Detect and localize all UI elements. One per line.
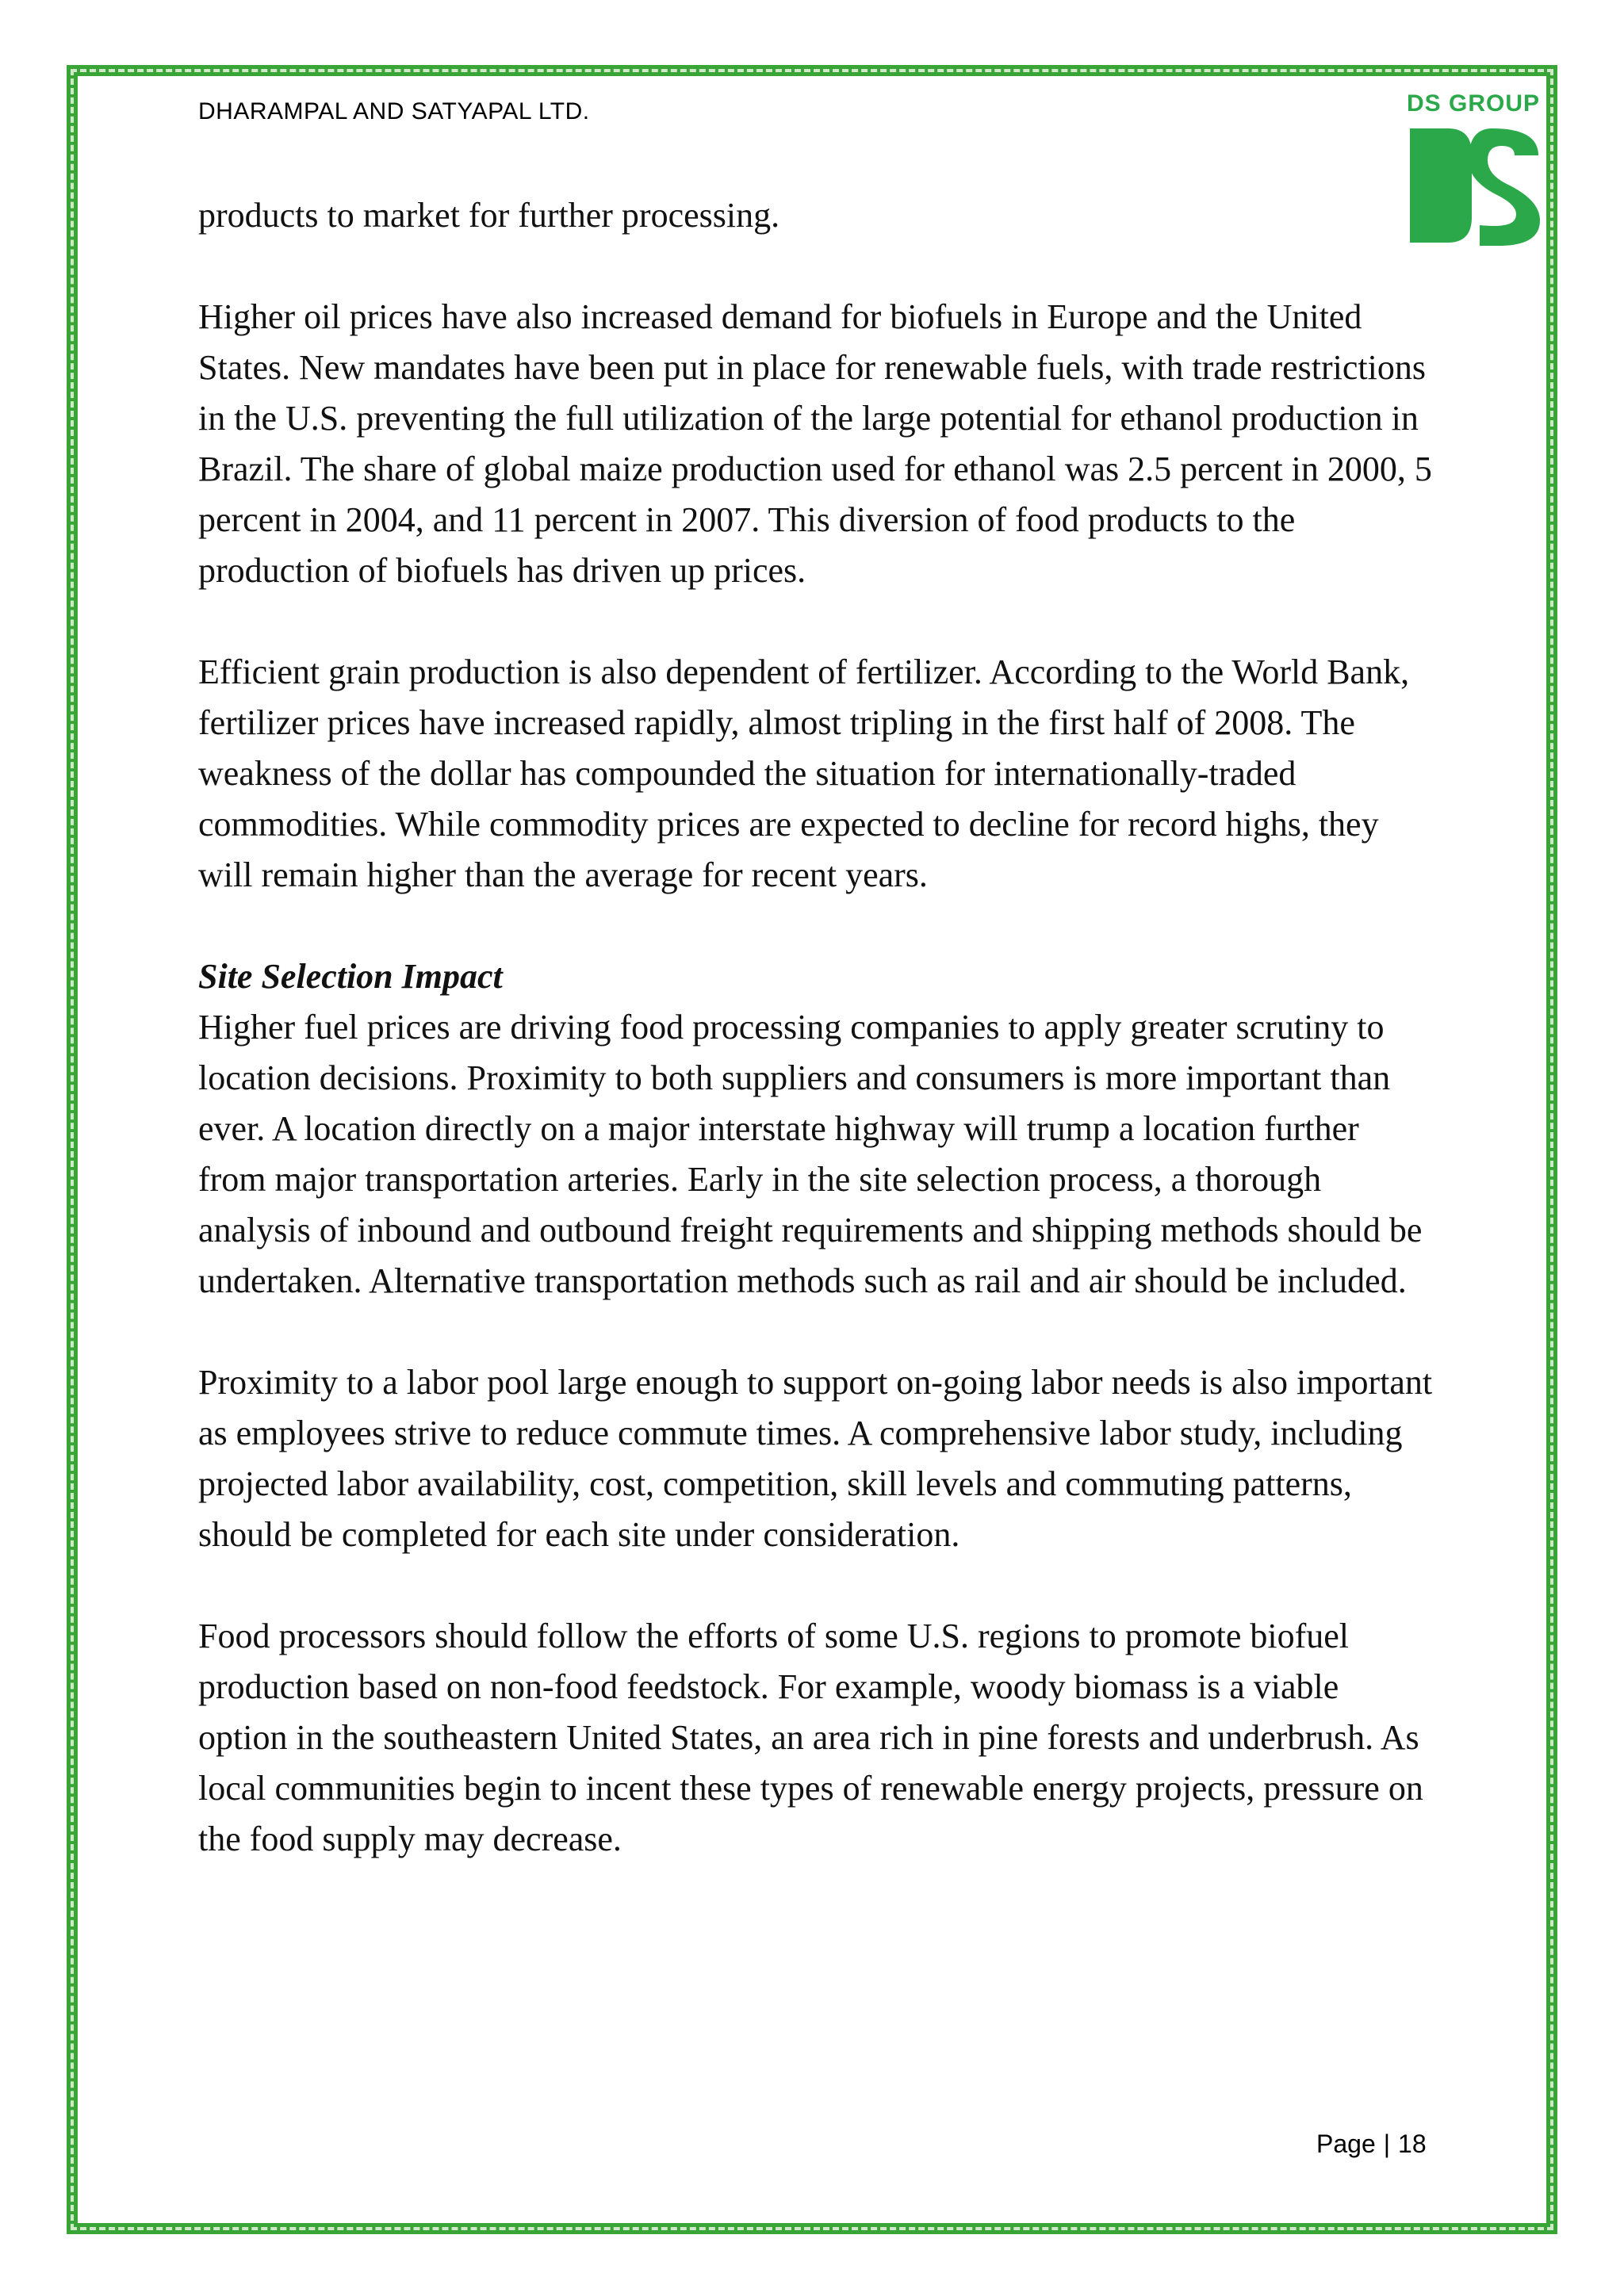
paragraph-fertilizer: Efficient grain production is also dependent of fertilizer. According to the World Bank, fertilizer prices have increased rapidly, almost tripling in the first half of 2008. The weakness of the dollar has compounded the situation for internationally-traded commodities. While commodity prices are expected to decline for record highs, they will remain higher than the average for recent years. [198,652,1410,894]
paragraph-food-processors: Food processors should follow the efforts of some U.S. regions to promote biofuel production based on non-food feedstock. For example, woody biomass is a viable option in the southeastern United States, an area rich in pine forests and underbrush. As local communities begin to incent these types of renewable energy projects, pressure on the food supply may decrease. [198,1617,1423,1858]
paragraph-labor-pool: Proximity to a labor pool large enough to support on-going labor needs is also important as employees strive to reduce commute times. A comprehensive labor study, including projected labor availability, cost, competition, skill levels and commuting patterns, should be completed for each site under consideration. [198,1363,1433,1554]
logo-text: DS GROUP [1406,90,1541,117]
paragraph-biofuels: Higher oil prices have also increased demand for biofuels in Europe and the United States. New mandates have been put in place for renewable fuels, with trade restrictions in the U.S. preventing the full utilization of the large potential for ethanol production in Brazil. The share of global maize production used for ethanol was 2.5 percent in 2000, 5 percent in 2004, and 11 percent in 2007. This diversion of food products to the production of biofuels has driven up prices. [198,297,1432,590]
header-company-name: DHARAMPAL AND SATYAPAL LTD. [198,98,590,124]
page-label: Page [1316,2130,1376,2158]
page-separator: | [1383,2130,1391,2158]
paragraph-fuel-prices: Higher fuel prices are driving food processing companies to apply greater scrutiny to location decisions. Proximity to both suppliers and consumers is more important than ever. A location directly on a major interstate highway will trump a location further from major transportation arteries. Early in the site selection process, a thorough analysis of inbound and outbound freight requirements and shipping methods should be undertaken. Alternative transportation methods such as rail and air should be included. [198,1008,1423,1300]
section-heading-site-selection: Site Selection Impact [198,957,503,996]
page-number-footer [1316,2130,1427,2159]
page-number: 18 [1398,2130,1427,2158]
document-body [198,190,1435,1915]
paragraph-continuation: products to market for further processing. [198,196,780,235]
